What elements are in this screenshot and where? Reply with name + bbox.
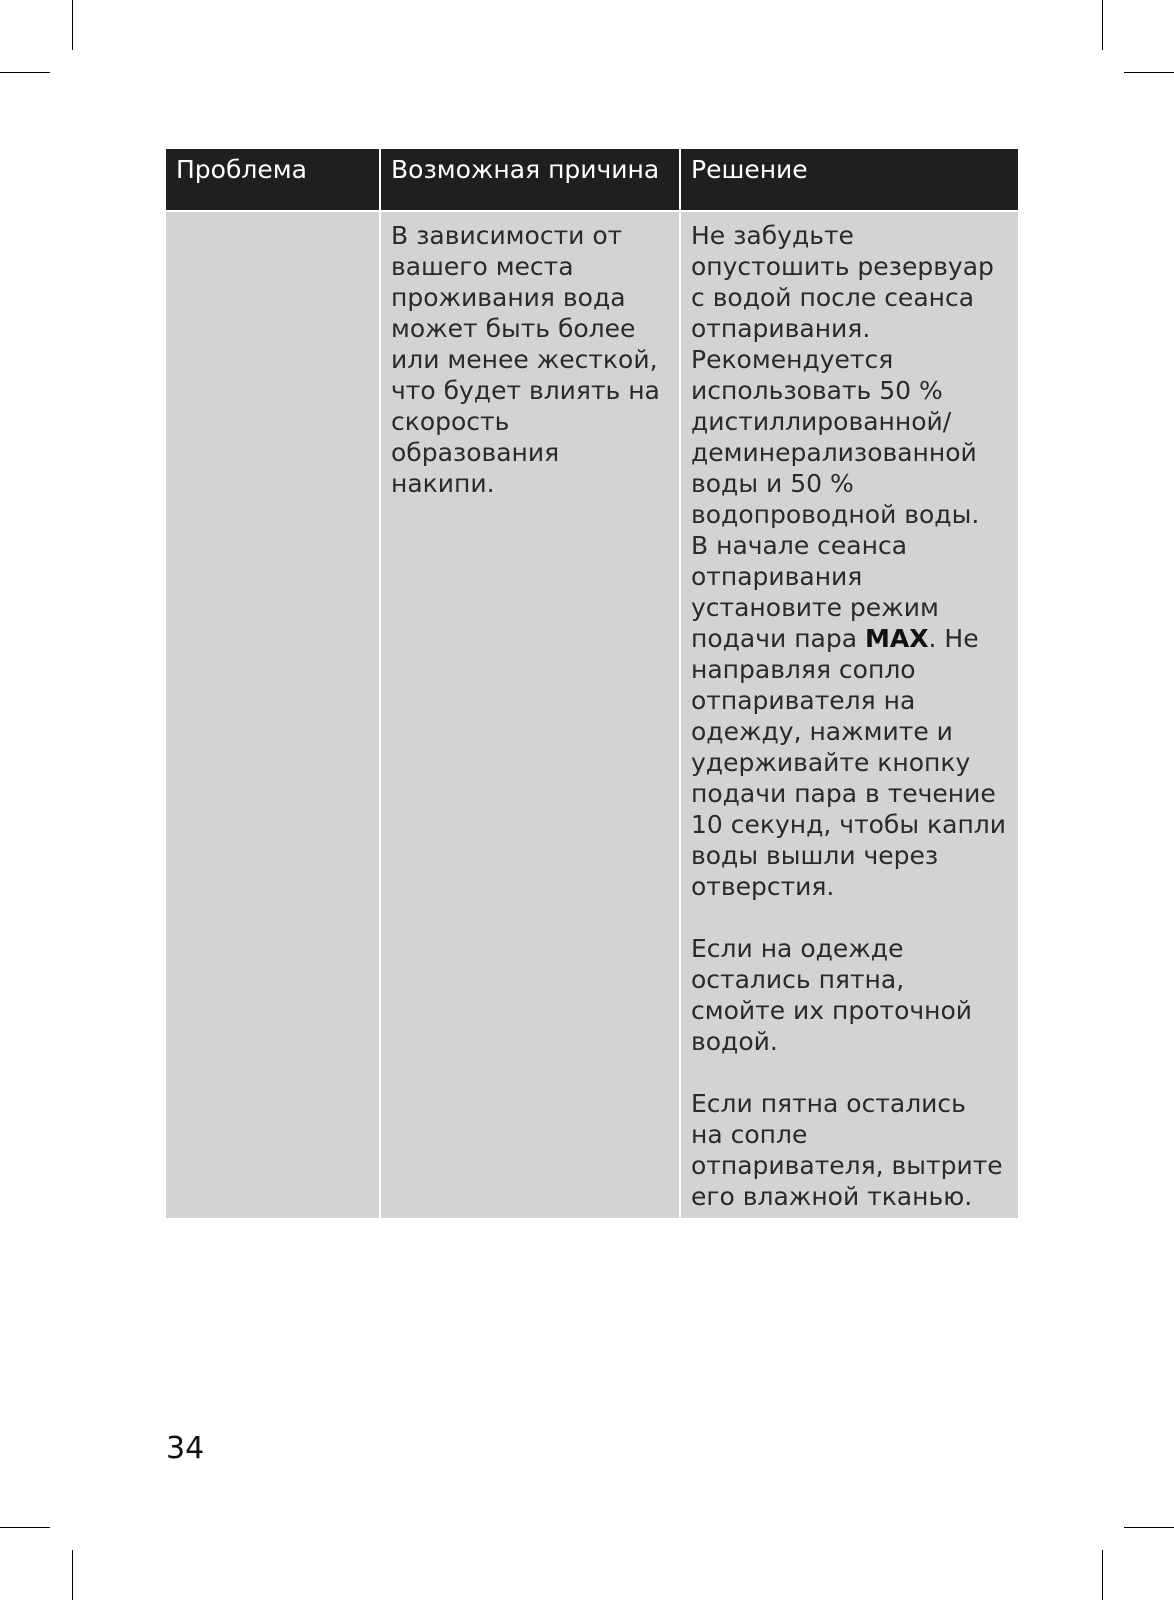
cause-line: или менее жесткой, xyxy=(391,345,658,374)
solution-paragraph-3 xyxy=(691,1088,1008,1212)
solution-line: дистиллированной/ xyxy=(691,407,952,436)
crop-mark-bottom-left-horizontal xyxy=(0,1527,50,1528)
crop-mark-top-right-horizontal xyxy=(1124,72,1174,73)
cell-problem xyxy=(166,211,380,1218)
solution-line: отпаривателя на xyxy=(691,686,916,715)
solution-line: направляя сопло xyxy=(691,655,916,684)
cause-line: может быть более xyxy=(391,314,636,343)
cell-solution xyxy=(680,211,1018,1218)
crop-mark-bottom-right-vertical xyxy=(1102,1550,1103,1600)
header-problem: Проблема xyxy=(166,149,380,211)
crop-mark-top-right-vertical xyxy=(1102,0,1103,50)
cause-line: накипи. xyxy=(391,469,495,498)
crop-mark-bottom-right-horizontal xyxy=(1124,1527,1174,1528)
solution-line: воды и 50 % xyxy=(691,469,854,498)
table-header-row xyxy=(166,149,1018,211)
solution-line: Рекомендуется xyxy=(691,345,894,374)
max-line-prefix: подачи пара xyxy=(691,624,866,653)
table-row xyxy=(166,211,1018,1218)
solution-line: Если на одежде xyxy=(691,934,904,963)
header-possible-cause: Возможная причина xyxy=(380,149,680,211)
solution-line: опустошить резервуар xyxy=(691,252,994,281)
solution-line: смойте их проточной xyxy=(691,996,973,1025)
cause-line: В зависимости от xyxy=(391,221,623,250)
cause-line: проживания вода xyxy=(391,283,626,312)
solution-line: водопроводной воды. xyxy=(691,500,980,529)
cell-cause xyxy=(380,211,680,1218)
cause-line: скорость xyxy=(391,407,510,436)
cause-line: что будет влиять на xyxy=(391,376,660,405)
cause-line: образования xyxy=(391,438,560,467)
solution-line: установите режим xyxy=(691,593,939,622)
cause-text xyxy=(391,220,669,499)
troubleshooting-table xyxy=(166,149,1018,1218)
solution-line: подачи пара в течение xyxy=(691,779,996,808)
solution-line-max xyxy=(691,623,1008,654)
solution-line: остались пятна, xyxy=(691,965,905,994)
solution-paragraph-2 xyxy=(691,933,1008,1057)
solution-line: В начале сеанса xyxy=(691,531,908,560)
solution-line: отпаривания xyxy=(691,562,863,591)
solution-line: Не забудьте xyxy=(691,221,854,250)
solution-line: 10 секунд, чтобы капли xyxy=(691,810,1007,839)
solution-line: отверстия. xyxy=(691,872,835,901)
solution-line: воды вышли через xyxy=(691,841,939,870)
max-mode-label: MAX xyxy=(865,624,929,653)
solution-line: деминерализованной xyxy=(691,438,977,467)
max-line-suffix: . Не xyxy=(928,624,979,653)
solution-line: на сопле xyxy=(691,1120,808,1149)
crop-mark-bottom-left-vertical xyxy=(72,1550,73,1600)
header-solution: Решение xyxy=(680,149,1018,211)
solution-paragraph-1 xyxy=(691,220,1008,902)
solution-line: с водой после сеанса xyxy=(691,283,975,312)
solution-line: отпаривания. xyxy=(691,314,871,343)
crop-mark-top-left-horizontal xyxy=(0,72,50,73)
crop-mark-top-left-vertical xyxy=(72,0,73,50)
solution-line: его влажной тканью. xyxy=(691,1182,973,1211)
solution-line: Если пятна остались xyxy=(691,1089,966,1118)
solution-line: использовать 50 % xyxy=(691,376,943,405)
cause-line: вашего места xyxy=(391,252,574,281)
solution-line: удерживайте кнопку xyxy=(691,748,971,777)
page-number: 34 xyxy=(166,1431,205,1466)
solution-line: отпаривателя, вытрите xyxy=(691,1151,1003,1180)
solution-line: одежду, нажмите и xyxy=(691,717,953,746)
solution-line: водой. xyxy=(691,1027,778,1056)
